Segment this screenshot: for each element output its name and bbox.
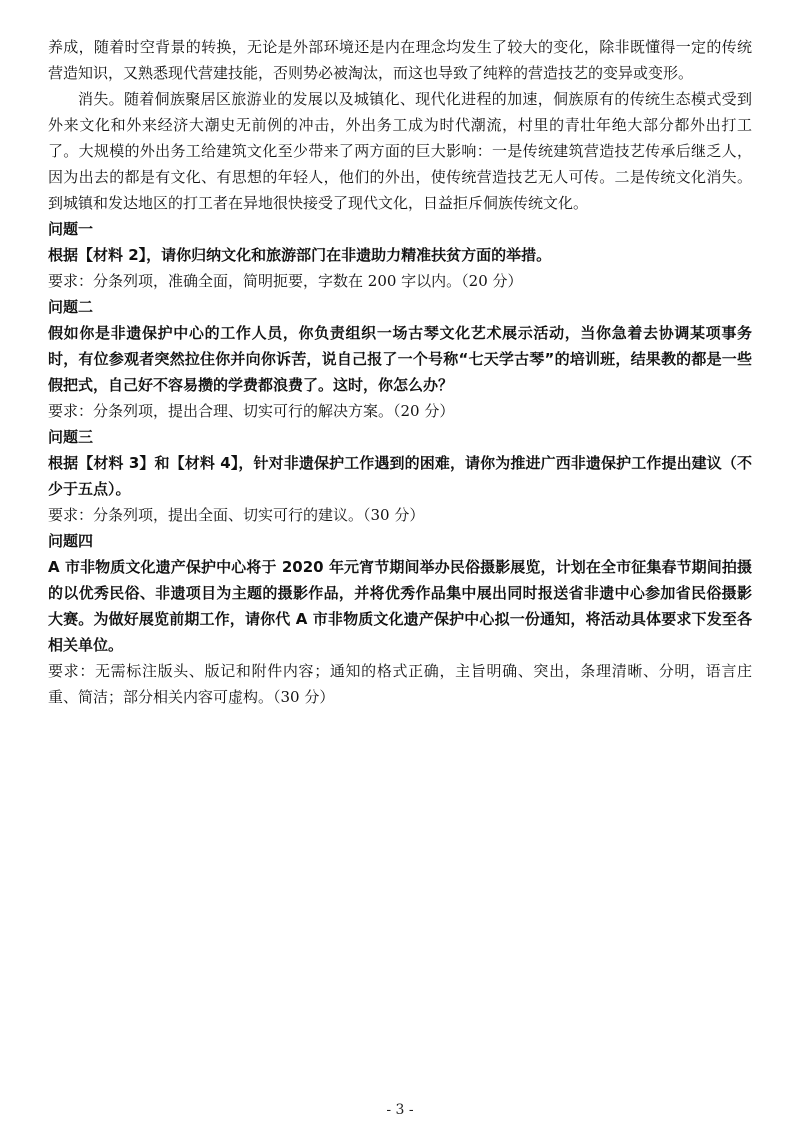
intro-paragraph-2: 消失。随着侗族聚居区旅游业的发展以及城镇化、现代化进程的加速，侗族原有的传统生态模式受到外来文化和外来经济大潮史无前例的冲击，外出务工成为时代潮流，村里的青壮年绝大部分都外出打工了。大规模的外出务工给建筑文化至少带来了两方面的巨大影响：一是传统建筑营造技艺传承后继乏人，因为出去的都是有文化、有思想的年轻人，他们的外出，使传统营造技艺无人可传。二是传统文化消失。到城镇和发达地区的打工者在异地很快接受了现代文化，日益拒斥侗族传统文化。 — [48, 90, 752, 212]
question-4-title: 问题四 — [48, 532, 94, 550]
question-1-title: 问题一 — [48, 220, 94, 238]
question-2 — [48, 294, 752, 424]
question-3-title: 问题三 — [48, 428, 94, 446]
intro-paragraph-1: 养成，随着时空背景的转换，无论是外部环境还是内在理念均发生了较大的变化，除非既懂得一定的传统营造知识，又熟悉现代营建技能，否则势必被淘汰，而这也导致了纯粹的营造技艺的变异或变形。 — [48, 38, 752, 82]
document-body — [48, 34, 752, 710]
question-2-title: 问题二 — [48, 298, 94, 316]
question-2-prompt: 假如你是非遗保护中心的工作人员，你负责组织一场古琴文化艺术展示活动，当你急着去协调某项事务时，有位参观者突然拉住你并向你诉苦，说自己报了一个号称“七天学古琴”的培训班，结果教的都是一些假把式，自己好不容易攒的学费都浪费了。这时，你怎么办？ — [48, 324, 752, 394]
question-1-requirement: 要求：分条列项，准确全面，简明扼要，字数在 200 字以内。（20 分） — [48, 272, 523, 290]
page-number: - 3 - — [386, 1102, 414, 1118]
question-4-requirement: 要求：无需标注版头、版记和附件内容；通知的格式正确，主旨明确、突出，条理清晰、分明，语言庄重、简洁；部分相关内容可虚构。（30 分） — [48, 662, 752, 706]
question-3 — [48, 424, 752, 528]
question-4 — [48, 528, 752, 710]
question-1-prompt: 根据【材料 2】，请你归纳文化和旅游部门在非遗助力精准扶贫方面的举措。 — [48, 246, 552, 264]
question-1 — [48, 216, 752, 294]
question-4-prompt: A 市非物质文化遗产保护中心将于 2020 年元宵节期间举办民俗摄影展览，计划在全市征集春节期间拍摄的以优秀民俗、非遗项目为主题的摄影作品，并将优秀作品集中展出同时报送省非遗中心参加省民俗摄影大赛。为做好展览前期工作，请你代 A 市非物质文化遗产保护中心拟一份通知，将活动具体要求下发至各相关单位。 — [48, 558, 752, 654]
question-2-requirement: 要求：分条列项，提出合理、切实可行的解决方案。（20 分） — [48, 402, 455, 420]
question-3-requirement: 要求：分条列项，提出全面、切实可行的建议。（30 分） — [48, 506, 425, 524]
question-3-prompt: 根据【材料 3】和【材料 4】，针对非遗保护工作遇到的困难，请你为推进广西非遗保护工作提出建议（不少于五点）。 — [48, 454, 752, 498]
